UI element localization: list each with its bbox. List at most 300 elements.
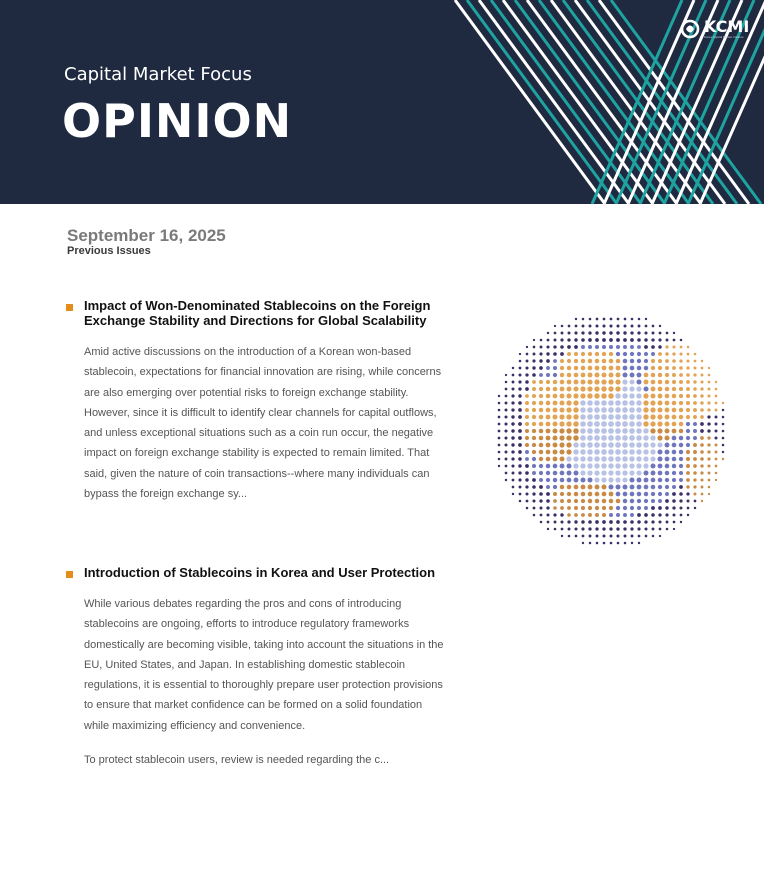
stripe-line xyxy=(455,0,605,204)
globe-dot xyxy=(602,366,607,371)
globe-dot xyxy=(532,464,536,468)
globe-dot xyxy=(609,366,614,371)
globe-dot xyxy=(686,387,690,391)
globe-dot xyxy=(546,457,551,462)
globe-dot xyxy=(658,338,661,341)
globe-dot xyxy=(623,499,627,503)
globe-dot xyxy=(602,506,606,510)
globe-dot xyxy=(650,449,655,454)
globe-dot xyxy=(644,380,649,385)
globe-dot xyxy=(707,443,710,446)
globe-dot xyxy=(539,415,544,420)
globe-dot xyxy=(533,339,535,341)
globe-dot xyxy=(686,457,690,461)
globe-dot xyxy=(715,437,718,440)
globe-dot xyxy=(553,464,558,469)
globe-dot xyxy=(608,400,614,406)
globe-dot xyxy=(666,332,669,335)
globe-dot xyxy=(680,514,683,517)
bullet-square-icon xyxy=(66,304,73,311)
globe-dot xyxy=(679,394,683,398)
globe-dot xyxy=(601,407,607,413)
globe-dot xyxy=(512,374,515,377)
globe-dot xyxy=(540,346,543,349)
globe-dot xyxy=(629,463,634,468)
globe-dot xyxy=(546,443,551,448)
globe-dot xyxy=(581,345,585,349)
globe-dot xyxy=(546,506,549,509)
globe-dot xyxy=(525,443,529,447)
globe-dot xyxy=(540,514,543,517)
globe-dot xyxy=(566,463,571,468)
globe-dot xyxy=(546,387,550,391)
kcmi-logo-icon xyxy=(680,19,700,39)
globe-dot xyxy=(693,478,696,481)
globe-dot xyxy=(566,393,571,398)
globe-dot xyxy=(622,470,627,475)
globe-dot xyxy=(679,478,683,482)
globe-dot xyxy=(616,366,621,371)
globe-dot xyxy=(650,393,655,398)
globe-dot xyxy=(630,499,634,503)
globe-dot xyxy=(630,359,634,363)
globe-dot xyxy=(686,443,690,447)
globe-dot xyxy=(623,506,627,510)
globe-dot xyxy=(581,478,586,483)
globe-dot xyxy=(715,472,718,475)
globe-dot xyxy=(511,415,514,418)
globe-dot xyxy=(533,514,536,517)
globe-dot xyxy=(573,442,578,447)
globe-dot xyxy=(608,456,614,462)
globe-dot xyxy=(629,386,634,391)
globe-dot xyxy=(672,499,676,503)
globe-dot xyxy=(532,429,536,433)
globe-dot xyxy=(650,442,655,447)
globe-dot xyxy=(512,493,514,495)
globe-dot xyxy=(553,359,557,363)
globe-dot xyxy=(532,394,536,398)
globe-dot xyxy=(707,401,710,404)
globe-dot xyxy=(532,436,536,440)
article-title-link[interactable]: Impact of Won-Denominated Stablecoins on the Foreign Exchange Stability and Directions for Global Scalability xyxy=(84,298,431,328)
globe-dot xyxy=(595,359,600,364)
globe-dot xyxy=(547,528,549,530)
globe-dot xyxy=(701,500,703,502)
globe-dot xyxy=(554,528,557,531)
globe-dot xyxy=(559,435,564,440)
globe-dot xyxy=(615,463,620,468)
globe-dot xyxy=(638,318,641,321)
globe-dot xyxy=(518,457,522,461)
globe-dot xyxy=(518,380,521,383)
globe-dot xyxy=(553,415,558,420)
globe-dot xyxy=(573,400,578,405)
globe-dot xyxy=(622,407,628,413)
globe-dot xyxy=(629,428,635,434)
globe-dot xyxy=(525,394,529,398)
globe-dot xyxy=(581,492,586,497)
globe-dot xyxy=(539,436,544,441)
globe-dot xyxy=(511,443,514,446)
globe-dot xyxy=(539,506,542,509)
globe-dot xyxy=(679,436,684,441)
globe-dot xyxy=(658,345,661,348)
globe-dot xyxy=(596,542,599,545)
globe-dot xyxy=(686,408,690,412)
globe-dot xyxy=(658,380,663,385)
globe-dot xyxy=(622,442,628,448)
globe-dot xyxy=(658,366,662,370)
globe-dot xyxy=(644,513,648,517)
globe-dot xyxy=(651,513,655,517)
globe-dot xyxy=(686,401,690,405)
globe-dot xyxy=(679,450,683,454)
globe-dot xyxy=(498,458,501,461)
globe-dot xyxy=(608,428,614,434)
globe-dot xyxy=(587,449,593,455)
globe-dot xyxy=(594,463,599,468)
globe-dot xyxy=(679,422,684,427)
globe-dot xyxy=(630,373,635,378)
globe-dot xyxy=(615,428,621,434)
globe-dot xyxy=(679,408,683,412)
globe-dot xyxy=(525,450,529,454)
globe-dot xyxy=(615,442,621,448)
globe-dot xyxy=(552,435,557,440)
globe-dot xyxy=(617,535,620,538)
globe-dot xyxy=(567,359,571,363)
globe-dot xyxy=(665,401,670,406)
globe-dot xyxy=(505,395,508,398)
globe-dot xyxy=(525,478,528,481)
globe-dot xyxy=(658,359,662,363)
globe-dot xyxy=(636,379,641,384)
globe-dot xyxy=(701,374,704,377)
globe-dot xyxy=(651,359,655,363)
globe-dot xyxy=(595,527,598,530)
globe-dot xyxy=(602,485,607,490)
globe-dot xyxy=(630,485,635,490)
globe-dot xyxy=(701,360,704,363)
globe-dot xyxy=(665,352,669,356)
globe-dot xyxy=(532,478,536,482)
globe-dot xyxy=(595,499,600,504)
globe-dot xyxy=(708,381,711,384)
globe-dot xyxy=(525,457,529,461)
globe-dot xyxy=(552,428,557,433)
globe-dot xyxy=(679,373,683,377)
globe-dot xyxy=(587,393,592,398)
globe-dot xyxy=(546,366,550,370)
globe-dot xyxy=(679,359,682,362)
globe-dot xyxy=(623,492,628,497)
globe-dot xyxy=(637,366,642,371)
globe-dot xyxy=(665,366,669,370)
globe-dot xyxy=(601,428,607,434)
globe-dot xyxy=(582,542,584,544)
globe-dot xyxy=(525,429,529,433)
globe-dot xyxy=(574,366,579,371)
globe-dot xyxy=(511,429,514,432)
globe-dot xyxy=(722,451,724,453)
globe-dot xyxy=(498,416,501,419)
globe-dot xyxy=(511,436,514,439)
globe-dot xyxy=(623,513,627,517)
globe-dot xyxy=(567,485,572,490)
globe-dot xyxy=(715,402,718,405)
globe-dot xyxy=(525,422,529,426)
globe-dot xyxy=(693,457,697,461)
globe-dot xyxy=(574,499,578,503)
globe-dot xyxy=(504,415,507,418)
globe-dot xyxy=(581,352,585,356)
globe-dot xyxy=(658,373,662,377)
globe-dot xyxy=(608,470,613,475)
globe-dot xyxy=(630,513,634,517)
globe-dot xyxy=(622,449,628,455)
globe-dot xyxy=(672,352,675,355)
globe-dot xyxy=(707,422,710,425)
stripe-line xyxy=(592,0,682,204)
issue-date: September 16, 2025 xyxy=(67,226,226,245)
globe-dot xyxy=(553,478,557,482)
globe-dot xyxy=(546,499,550,503)
globe-dot xyxy=(532,485,536,489)
globe-dot xyxy=(650,414,655,419)
globe-dot xyxy=(651,478,656,483)
globe-dot xyxy=(622,400,628,406)
globe-dot xyxy=(644,373,649,378)
globe-dot xyxy=(511,401,514,404)
globe-dot xyxy=(512,472,515,475)
article-title-link[interactable]: Introduction of Stablecoins in Korea and User Protection xyxy=(84,565,436,580)
globe-dot xyxy=(533,507,536,510)
globe-dot xyxy=(637,373,642,378)
globe-dot xyxy=(547,521,550,524)
globe-dot xyxy=(680,521,682,523)
globe-dot xyxy=(609,492,614,497)
globe-dot xyxy=(629,414,635,420)
globe-dot xyxy=(567,478,572,483)
globe-dot xyxy=(518,408,522,412)
kcmi-logo[interactable] xyxy=(680,16,750,42)
globe-dot xyxy=(566,421,571,426)
globe-dot xyxy=(617,318,620,321)
globe-dot xyxy=(539,429,544,434)
globe-dot xyxy=(525,492,528,495)
globe-dot xyxy=(658,401,663,406)
globe-dot xyxy=(629,407,635,413)
globe-dot xyxy=(672,485,676,489)
globe-dot xyxy=(580,470,585,475)
globe-dot xyxy=(505,479,507,481)
globe-dot xyxy=(666,521,669,524)
globe-dot xyxy=(532,422,536,426)
globe-dot xyxy=(525,401,529,405)
globe-dot xyxy=(608,407,614,413)
globe-dot xyxy=(680,346,683,349)
globe-dot xyxy=(651,380,656,385)
globe-dot xyxy=(574,485,579,490)
globe-dot xyxy=(581,506,585,510)
globe-dot xyxy=(715,465,718,468)
globe-dot xyxy=(567,471,572,476)
globe-dot xyxy=(672,422,677,427)
globe-dot xyxy=(665,429,670,434)
globe-dot xyxy=(629,393,634,398)
globe-dot xyxy=(603,535,606,538)
globe-dot xyxy=(532,457,536,461)
globe-dot xyxy=(608,442,614,448)
globe-dot xyxy=(694,493,697,496)
globe-dot xyxy=(665,345,668,348)
globe-dot xyxy=(560,471,565,476)
globe-dot xyxy=(644,506,648,510)
globe-dot xyxy=(574,513,578,517)
globe-dot xyxy=(594,435,600,441)
globe-dot xyxy=(708,388,711,391)
globe-dot xyxy=(651,499,655,503)
globe-dot xyxy=(559,421,564,426)
globe-dot xyxy=(629,449,635,455)
globe-dot xyxy=(672,450,677,455)
logo-subtitle: Korea Capital Market Institute xyxy=(704,35,744,39)
globe-dot xyxy=(594,456,600,462)
globe-dot xyxy=(532,450,536,454)
globe-dot xyxy=(518,373,521,376)
globe-dot xyxy=(539,471,543,475)
globe-dot xyxy=(546,450,551,455)
article-summary-continued: To protect stablecoin users, review is needed regarding the c... xyxy=(84,754,390,767)
globe-dot xyxy=(700,478,703,481)
globe-dot xyxy=(694,507,696,509)
globe-dot xyxy=(532,415,536,419)
globe-dot xyxy=(700,450,704,454)
globe-dot xyxy=(511,450,514,453)
globe-dot xyxy=(665,436,670,441)
globe-dot xyxy=(573,407,578,412)
globe-dot xyxy=(532,387,536,391)
globe-dot xyxy=(602,352,606,356)
globe-dot xyxy=(687,353,690,356)
globe-dot xyxy=(686,478,690,482)
globe-dot xyxy=(700,436,704,440)
globe-dot xyxy=(547,339,550,342)
dotted-globe-illustration xyxy=(490,310,730,550)
globe-dot xyxy=(707,436,710,439)
globe-dot xyxy=(596,535,599,538)
globe-dot xyxy=(700,471,703,474)
globe-dot xyxy=(636,400,641,405)
globe-dot xyxy=(687,346,690,349)
globe-dot xyxy=(568,535,571,538)
globe-dot xyxy=(525,366,528,369)
globe-dot xyxy=(687,514,689,516)
globe-dot xyxy=(568,325,571,328)
globe-dot xyxy=(553,499,557,503)
globe-dot xyxy=(505,458,508,461)
globe-dot xyxy=(573,456,578,461)
globe-dot xyxy=(554,332,557,335)
globe-dot xyxy=(610,542,613,545)
globe-dot xyxy=(505,409,508,412)
globe-dot xyxy=(498,444,501,447)
globe-dot xyxy=(526,507,529,510)
globe-dot xyxy=(643,393,648,398)
globe-dot xyxy=(637,338,641,342)
globe-dot xyxy=(594,407,600,413)
article-item xyxy=(66,565,450,770)
globe-dot xyxy=(636,463,641,468)
globe-dot xyxy=(637,331,640,334)
globe-dot xyxy=(581,499,585,503)
globe-dot xyxy=(608,386,613,391)
globe-dot xyxy=(561,332,564,335)
globe-dot xyxy=(560,506,564,510)
globe-dot xyxy=(546,359,550,363)
globe-dot xyxy=(651,485,656,490)
globe-dot xyxy=(573,386,578,391)
globe-dot xyxy=(615,449,621,455)
globe-dot xyxy=(623,520,627,524)
globe-dot xyxy=(588,352,592,356)
previous-issues-link[interactable]: Previous Issues xyxy=(67,245,151,257)
globe-dot xyxy=(644,352,648,356)
globe-dot xyxy=(658,520,661,523)
globe-dot xyxy=(631,542,633,544)
globe-dot xyxy=(673,339,676,342)
globe-dot xyxy=(546,401,551,406)
globe-dot xyxy=(525,373,528,376)
globe-dot xyxy=(573,421,579,427)
globe-dot xyxy=(504,429,507,432)
globe-dot xyxy=(525,464,529,468)
globe-dot xyxy=(595,338,599,342)
globe-dot xyxy=(526,346,528,348)
globe-dot xyxy=(650,407,655,412)
globe-dot xyxy=(622,421,628,427)
globe-dot xyxy=(498,395,500,397)
globe-dot xyxy=(539,422,544,427)
globe-dot xyxy=(707,450,710,453)
globe-dot xyxy=(594,421,600,427)
globe-dot xyxy=(686,373,690,377)
globe-dot xyxy=(546,513,549,516)
globe-dot xyxy=(715,416,718,419)
globe-dot xyxy=(560,520,563,523)
globe-dot xyxy=(525,387,529,391)
globe-dot xyxy=(672,373,676,377)
globe-dot xyxy=(679,429,684,434)
globe-dot xyxy=(568,528,571,531)
globe-dot xyxy=(658,352,662,356)
globe-dot xyxy=(588,527,591,530)
globe-dot xyxy=(573,470,578,475)
globe-dot xyxy=(636,435,642,441)
globe-dot xyxy=(560,352,564,356)
globe-dot xyxy=(539,387,543,391)
globe-dot xyxy=(574,331,577,334)
globe-dot xyxy=(708,374,711,377)
globe-dot xyxy=(553,380,557,384)
globe-dot xyxy=(567,345,571,349)
globe-dot xyxy=(672,401,677,406)
globe-dot xyxy=(595,324,598,327)
globe-dot xyxy=(672,492,676,496)
globe-dot xyxy=(504,443,507,446)
globe-dot xyxy=(594,414,600,420)
